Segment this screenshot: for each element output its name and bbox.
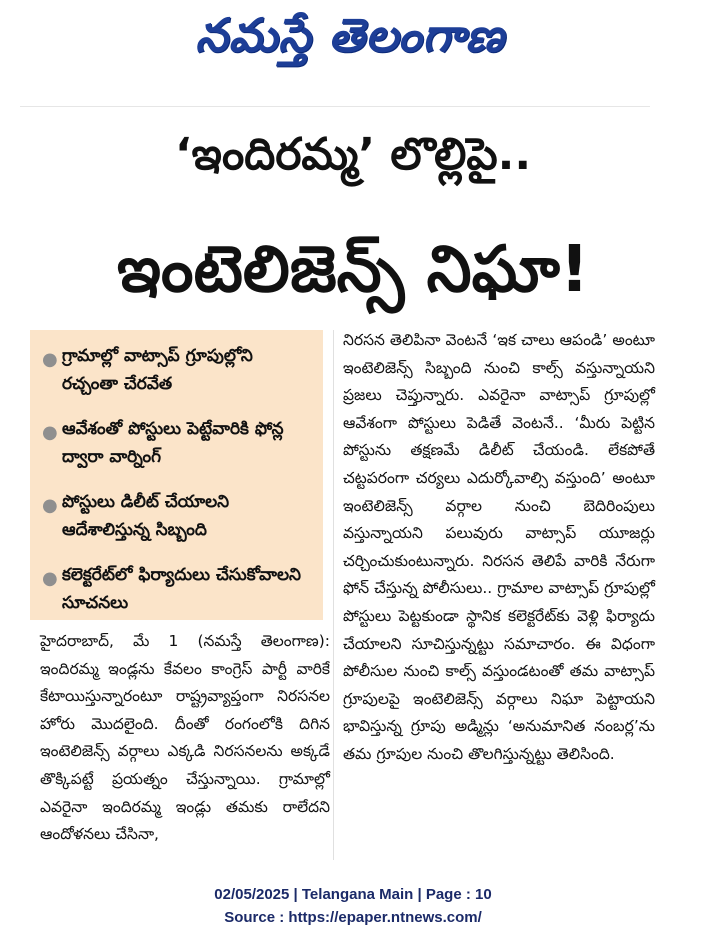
highlights-box bbox=[30, 330, 323, 620]
bullet-icon: ● bbox=[42, 568, 58, 589]
masthead-title: నమస్తే తెలంగాణ bbox=[195, 8, 505, 62]
highlight-item bbox=[40, 415, 313, 471]
footer-edition-info: 02/05/2025 | Telangana Main | Page : 10 bbox=[214, 886, 492, 903]
bullet-icon: ● bbox=[42, 349, 58, 370]
headline-line-2: ఇంటెలిజెన్స్ నిఘా! bbox=[116, 233, 590, 307]
highlight-text: కలెక్టరేట్‌లో ఫిర్యాదులు చేసుకోవాలని సూచనలు bbox=[62, 565, 301, 613]
highlight-text: ఆవేశంతో పోస్టులు పెట్టేవారికి ఫోన్ల ద్వారా వార్నింగ్ bbox=[62, 419, 284, 467]
bullet-icon: ● bbox=[42, 422, 58, 443]
highlights-list bbox=[30, 330, 323, 617]
highlight-item bbox=[40, 561, 313, 617]
article-left-column: హైదరాబాద్, మే 1 (నమస్తే తెలంగాణ): ఇందిరమ్మ ఇండ్లను కేవలం కాంగ్రెస్ పార్టీ వారికే కేటాయిస్తున్నారంటూ రాష్ట్రవ్యాప్తంగా నిరసనల హోరు మొదలైంది. దీంతో రంగంలోకి దిగిన ఇంటెలిజెన్స్ వర్గాలు ఎక్కడి నిరసనలను అక్కడే తొక్కిపట్టే ప్రయత్నం చేస్తున్నాయి. గ్రామాల్లో ఎవరైనా ఇందిరమ్మ ఇండ్లు తమకు రాలేదని ఆందోళనలు చేసినా, bbox=[40, 632, 330, 844]
column-divider bbox=[333, 330, 334, 860]
article-right-column: నిరసన తెలిపినా వెంటనే ‘ఇక చాలు ఆపండి’ అంటూ ఇంటెలిజెన్స్ సిబ్బంది నుంచి కాల్స్ వస్తున్నాయని ప్రజలు చెప్తున్నారు. ఎవరైనా వాట్సాప్ గ్రూపుల్లో ఆవేశంగా పోస్టులు పెడితే వెంటనే.. ‘మీరు పెట్టిన పోస్టును తక్షణమే డిలీట్ చేయండి. లేకపోతే చట్టపరంగా చర్యలు ఎదుర్కోవాల్సి వస్తుంది’ అంటూ ఇంటెలిజెన్స్ వర్గాల నుంచి బెదిరింపులు వస్తున్నాయని పలువురు వాట్సాప్ యూజర్లు చర్చించుకుంటున్నారు. నిరసన తెలిపే వారికి నేరుగా ఫోన్ చేస్తున్న పోలీసులు.. గ్రామాల వాట్సాప్ గ్రూపుల్లో పోస్టులు పెట్టకుండా స్థానిక కలెక్టరేట్‌కు వెళ్లి ఫిర్యాదు చేయాలని సూచిస్తున్నట్టు సమాచారం. ఈ విధంగా పోలీసుల నుంచి కాల్స్ వస్తుండటంతో తమ వాట్సాప్ గ్రూపులపై ఇంటెలిజెన్స్ వర్గాలు నిఘా పెట్టాయని భావిస్తున్న గ్రూపు అడ్మిన్లు ‘అనుమానిత నంబర్ల’ను తమ గ్రూపుల నుంచి తొలగిస్తున్నట్టు తెలిసింది. bbox=[343, 331, 655, 763]
highlight-item bbox=[40, 342, 313, 398]
masthead-divider bbox=[20, 106, 650, 107]
bullet-icon: ● bbox=[42, 495, 58, 516]
footer-source-link[interactable]: Source : https://epaper.ntnews.com/ bbox=[224, 909, 482, 926]
masthead-logo bbox=[150, 8, 550, 70]
highlight-text: పోస్టులు డిలీట్ చేయాలని ఆదేశాలిస్తున్న సిబ్బంది bbox=[62, 492, 230, 540]
headline-line-1: ‘ఇందిరమ్మ’ లొల్లిపై.. bbox=[174, 129, 532, 180]
highlight-item bbox=[40, 488, 313, 544]
highlight-text: గ్రామాల్లో వాట్సాప్ గ్రూపుల్లోని రచ్చంతా చేరవేత bbox=[62, 346, 253, 394]
